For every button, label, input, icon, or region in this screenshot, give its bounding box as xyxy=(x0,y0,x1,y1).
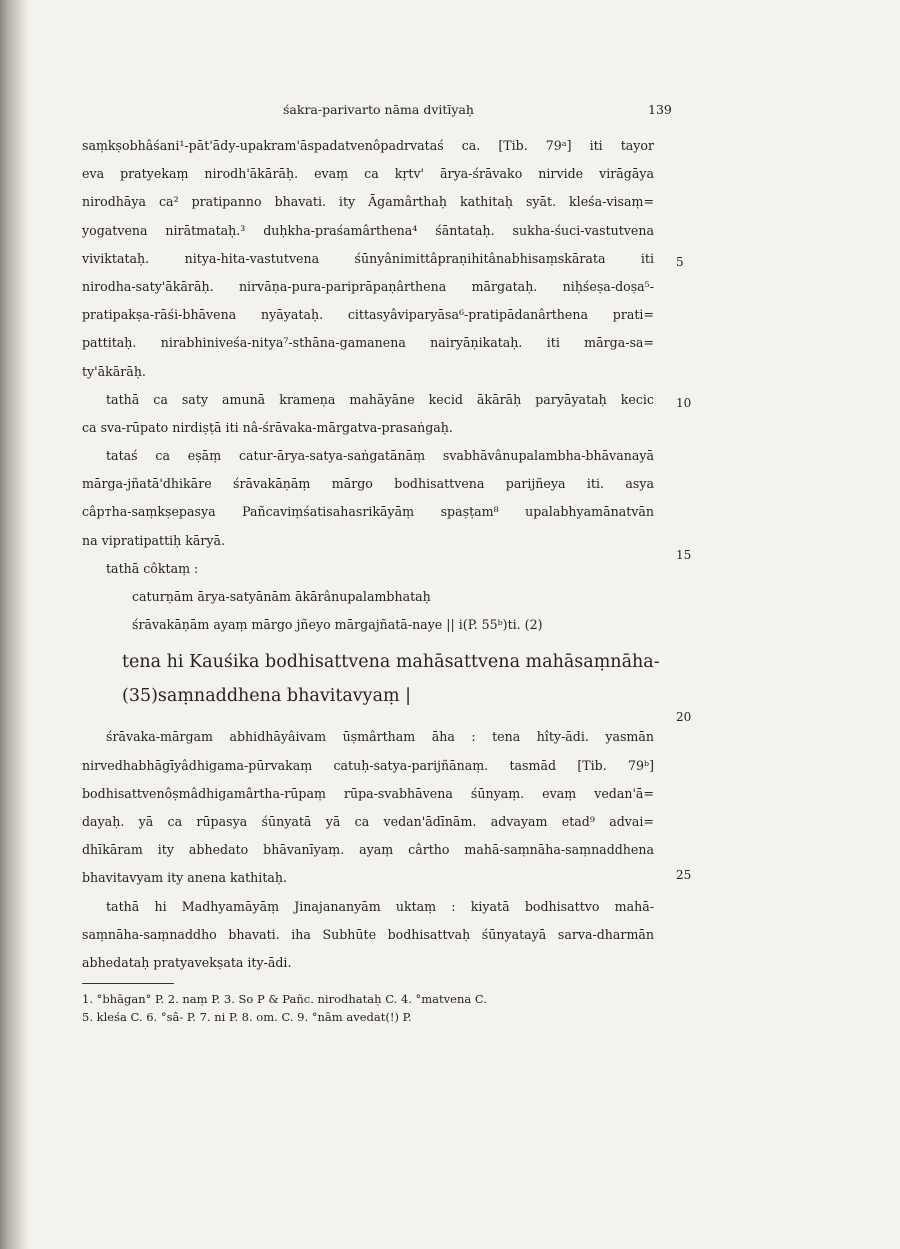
root-text-line: (35)saṃnaddhena bhavitavyaṃ | xyxy=(122,686,412,707)
text-line: viviktataḥ. nitya-hita-vastutvena śūnyânimittâpraṇihitânabhisaṃskārata iti xyxy=(82,250,654,266)
quote-intro: tathā côktaṃ : xyxy=(106,560,199,576)
text-line: tathā hi Madhyamāyāṃ Jinajananyām uktaṃ : kiyatā bodhisattvo mahā- xyxy=(106,898,654,914)
paragraph-2 xyxy=(82,386,654,442)
text-line: yogatvena nirātmataḥ.³ duḥkha-praśamârthena⁴ śāntataḥ. sukha-śuci-vastutvena xyxy=(82,222,654,238)
line-number: 25 xyxy=(676,868,692,882)
line-number: 5 xyxy=(676,255,684,269)
paragraph-5 xyxy=(82,893,654,978)
page-number: 139 xyxy=(648,102,672,117)
verse-line: śrāvakāṇām ayaṃ mārgo jñeyo mārgajñatā-naye || i(P. 55ᵇ)ti. (2) xyxy=(132,617,543,633)
footnote-line: 5. kleśa C. 6. °sâ- P. 7. ni P. 8. om. C. 9. °nām avedat(!) P. xyxy=(82,1010,412,1025)
line-number: 15 xyxy=(676,548,692,562)
text-line: saṃkṣobhâśani¹-pāt'ādy-upakram'āspadatvenôpadrvataś ca. [Tib. 79ᵃ] iti tayor xyxy=(82,138,654,153)
footnote-line: 1. °bhāgan° P. 2. naṃ P. 3. So P & Pañc. nirodhataḥ C. 4. °matvena C. xyxy=(82,992,487,1007)
text-line: mārga-jñatā'dhikāre śrāvakāṇāṃ mārgo bodhisattvena parijñeya iti. asya xyxy=(82,476,654,492)
footnotes xyxy=(82,990,654,1026)
text-line: na vipratipattiḥ kāryā. xyxy=(82,532,226,548)
text-line: ca sva-rūpato nirdiṣṭā iti nâ-śrāvaka-mārgatva-prasaṅgaḥ. xyxy=(82,419,453,435)
verse xyxy=(82,583,654,639)
text-line: pratipakṣa-rāśi-bhāvena nyāyataḥ. cittasyâviparyāsa⁶-pratipādanârthena prati= xyxy=(82,307,654,323)
text-line: dayaḥ. yā ca rūpasya śūnyatā yā ca vedan'ādīnām. advayam etad⁹ advai= xyxy=(82,813,654,829)
line-number: 20 xyxy=(676,710,692,724)
text-line: bhavitavyam ity anena kathitaḥ. xyxy=(82,870,287,886)
main-text xyxy=(82,132,660,1026)
text-line: nirodhāya ca² pratipanno bhavati. ity Āgamârthaḥ kathitaḥ syāt. kleśa-visaṃ= xyxy=(82,194,654,210)
text-line: bodhisattvenôṣmâdhigamârtha-rūpaṃ rūpa-svabhāvena śūnyaṃ. evaṃ vedan'ā= xyxy=(82,785,654,801)
root-text-line: tena hi Kauśika bodhisattvena mahāsattvena mahāsaṃnāha- xyxy=(122,652,660,673)
text-line: śrāvaka-mārgam abhidhāyâivam ūṣmârtham āha : tena hîty-ādi. yasmān xyxy=(106,729,654,745)
root-text xyxy=(82,645,660,713)
text-line: dhīkāram ity abhedato bhāvanīyaṃ. ayaṃ cârtho mahā-saṃnāha-saṃnaddhena xyxy=(82,842,654,858)
paragraph-3 xyxy=(82,442,654,555)
text-line: tathā ca saty amunā krameṇa mahāyāne kecid ākārāḥ paryāyataḥ kecic xyxy=(106,391,654,407)
text-line: pattitaḥ. nirabhiniveśa-nitya⁷-sthāna-gamanena nairyāṇikataḥ. iti mārga-sa= xyxy=(82,335,654,351)
running-title: śakra-parivarto nāma dvitīyaḥ xyxy=(283,102,474,117)
text-line: nirodha-saty'ākārāḥ. nirvāṇa-pura-pariprāpaṇârthena mārgataḥ. niḥśeṣa-doṣa⁵- xyxy=(82,278,654,294)
text-line: eva pratyekaṃ nirodh'ākārāḥ. evaṃ ca kṛtv' ārya-śrāvako nirvide virāgāya xyxy=(82,166,654,182)
paragraph-4 xyxy=(82,723,654,892)
text-line: câртha-saṃkṣepasya Pañcaviṃśatisahasrikāyāṃ spaṣṭam⁸ upalabhyamānatvān xyxy=(82,504,654,520)
text-line: tataś ca eṣāṃ catur-ārya-satya-saṅgatānāṃ svabhāvânupalambha-bhāvanayā xyxy=(106,448,654,464)
footnote-rule xyxy=(82,983,174,984)
text-line: nirvedhabhāgīyâdhigama-pūrvakaṃ catuḥ-satya-parijñānaṃ. tasmād [Tib. 79ᵇ] xyxy=(82,757,654,773)
text-line: abhedataḥ pratyavekṣata ity-ādi. xyxy=(82,954,292,970)
line-number: 10 xyxy=(676,396,692,410)
text-line: ty'ākārāḥ. xyxy=(82,363,146,379)
verse-line: caturṇām ārya-satyānām ākārânupalambhataḥ xyxy=(132,589,431,604)
paragraph-1 xyxy=(82,132,654,386)
text-line: saṃnāha-saṃnaddho bhavati. iha Subhūte bodhisattvaḥ śūnyatayā sarva-dharmān xyxy=(82,926,654,942)
